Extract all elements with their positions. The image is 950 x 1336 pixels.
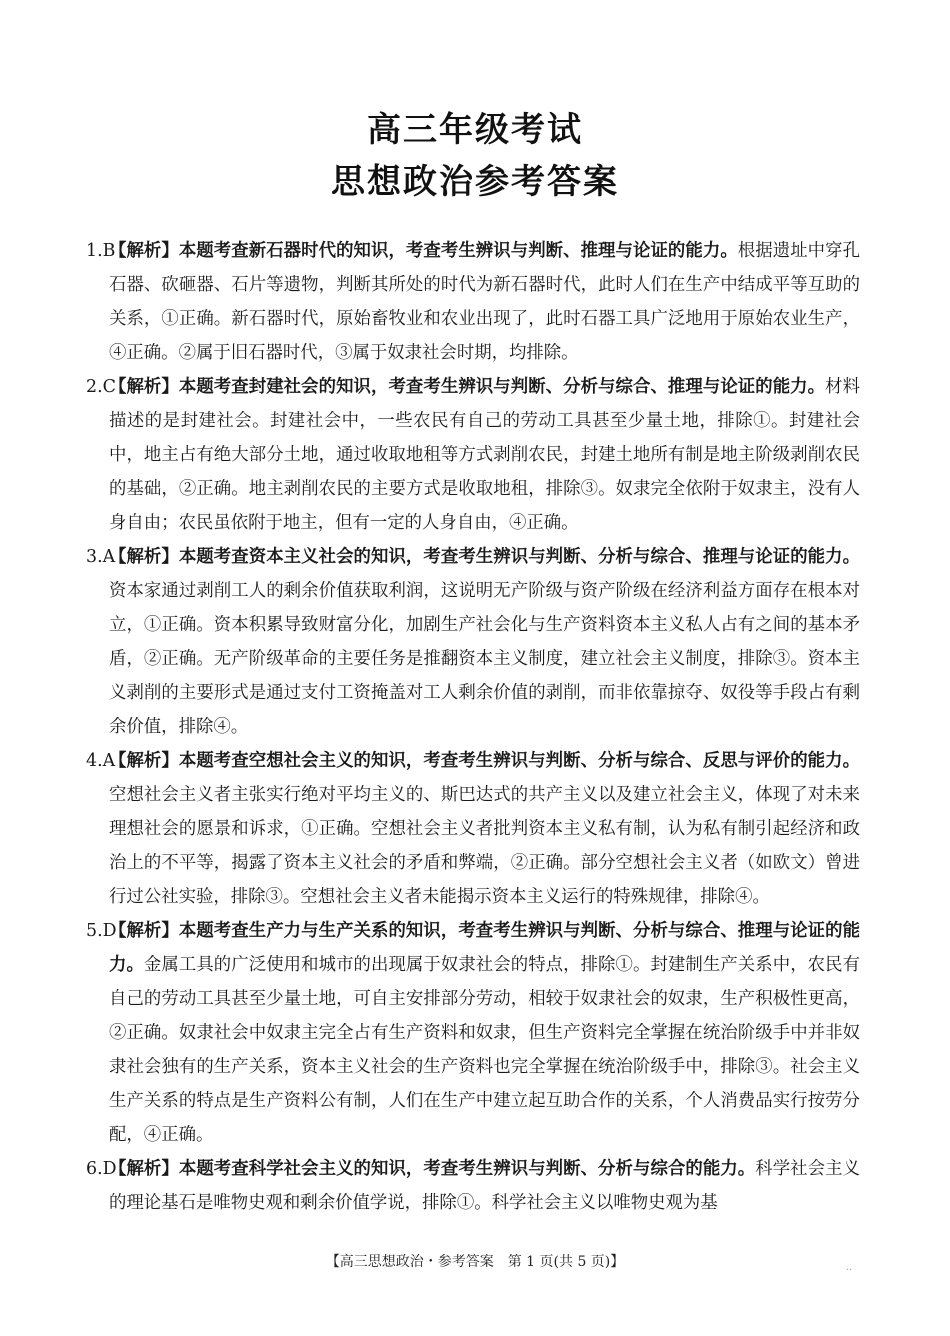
answer-item-2 bbox=[86, 370, 860, 540]
analysis-tag: 【解析】 bbox=[109, 377, 179, 397]
answer-list bbox=[86, 234, 860, 1220]
answer-item-5 bbox=[86, 914, 860, 1152]
analysis-body: 科学社会主义的理论基石是唯物史观和剩余价值学说，排除①。科学社会主义以唯物史观为基 bbox=[109, 1159, 860, 1213]
analysis-tag: 【解析】 bbox=[109, 921, 179, 941]
corner-mark: .. bbox=[846, 1262, 853, 1273]
analysis-focus: 本题考查生产力与生产关系的知识，考查考生辨识与判断、分析与综合、推理与论证的能力。 bbox=[109, 921, 860, 975]
answer-item-6 bbox=[86, 1152, 860, 1220]
answer-item-3 bbox=[86, 540, 860, 744]
analysis-focus: 本题考查新石器时代的知识，考查考生辨识与判断、推理与论证的能力。 bbox=[178, 241, 738, 261]
answer-number: 1.B bbox=[86, 241, 116, 261]
analysis-focus: 本题考查科学社会主义的知识，考查考生辨识与判断、分析与综合的能力。 bbox=[178, 1159, 756, 1179]
answer-number: 5.D bbox=[86, 921, 117, 941]
answer-item-1 bbox=[86, 234, 860, 370]
page-footer: 【高三思想政治・参考答案 第 1 页(共 5 页)】 bbox=[325, 1254, 625, 1270]
analysis-body: 根据遗址中穿孔石器、砍砸器、石片等遗物，判断其所处的时代为新石器时代，此时人们在生产中结成平等互助的关系，①正确。新石器时代，原始畜牧业和农业出现了，此时石器工具广泛地用于原始农业生产，④正确。②属于旧石器时代，③属于奴隶社会时期，均排除。 bbox=[109, 241, 860, 363]
page-title: 高三年级考试 bbox=[367, 110, 583, 150]
analysis-body: 材料描述的是封建社会。封建社会中，一些农民有自己的劳动工具甚至少量土地，排除①。封建社会中，地主占有绝大部分土地，通过收取地租等方式剥削农民，封建土地所有制是地主阶级剥削农民的基础，②正确。地主剥削农民的主要方式是收取地租，排除③。奴隶完全依附于奴隶主，没有人身自由；农民虽依附于地主，但有一定的人身自由，④正确。 bbox=[109, 377, 860, 533]
answer-number: 2.C bbox=[86, 377, 116, 397]
page-subtitle: 思想政治参考答案 bbox=[331, 162, 619, 202]
analysis-body: 资本家通过剥削工人的剩余价值获取利润，这说明无产阶级与资产阶级在经济利益方面存在根本对立，①正确。资本积累导致财富分化，加剧生产社会化与生产资料资本主义私人占有之间的基本矛盾，②正确。无产阶级革命的主要任务是推翻资本主义制度，建立社会主义制度，排除③。资本主义剥削的主要形式是通过支付工资掩盖对工人剩余价值的剥削，而非依靠掠夺、奴役等手段占有剩余价值，排除④。 bbox=[109, 581, 860, 737]
analysis-focus: 本题考查空想社会主义的知识，考查考生辨识与判断、分析与综合、反思与评价的能力。 bbox=[178, 751, 860, 771]
analysis-tag: 【解析】 bbox=[109, 547, 179, 567]
analysis-focus: 本题考查资本主义社会的知识，考查考生辨识与判断、分析与综合、推理与论证的能力。 bbox=[178, 547, 860, 567]
analysis-tag: 【解析】 bbox=[109, 751, 179, 771]
analysis-tag: 【解析】 bbox=[109, 1159, 179, 1179]
analysis-body: 金属工具的广泛使用和城市的出现属于奴隶社会的特点，排除①。封建制生产关系中，农民有自己的劳动工具甚至少量土地，可自主安排部分劳动，相较于奴隶社会的奴隶，生产积极性更高，②正确。奴隶社会中奴隶主完全占有生产资料和奴隶，但生产资料完全掌握在统治阶级手中并非奴隶社会独有的生产关系，资本主义社会的生产资料也完全掌握在统治阶级手中，排除③。社会主义生产关系的特点是生产资料公有制，人们在生产中建立起互助合作的关系，个人消费品实行按劳分配，④正确。 bbox=[109, 955, 860, 1145]
answer-number: 6.D bbox=[86, 1159, 117, 1179]
analysis-body: 空想社会主义者主张实行绝对平均主义的、斯巴达式的共产主义以及建立社会主义，体现了对未来理想社会的愿景和诉求，①正确。空想社会主义者批判资本主义私有制，认为私有制引起经济和政治上的不平等，揭露了资本主义社会的矛盾和弊端，②正确。部分空想社会主义者（如欧文）曾进行过公社实验，排除③。空想社会主义者未能揭示资本主义运行的特殊规律，排除④。 bbox=[109, 785, 860, 907]
answer-item-4 bbox=[86, 744, 860, 914]
analysis-tag: 【解析】 bbox=[109, 241, 179, 261]
analysis-focus: 本题考查封建社会的知识，考查考生辨识与判断、分析与综合、推理与论证的能力。 bbox=[178, 377, 826, 397]
answer-number: 4.A bbox=[86, 751, 116, 771]
answer-number: 3.A bbox=[86, 547, 116, 567]
